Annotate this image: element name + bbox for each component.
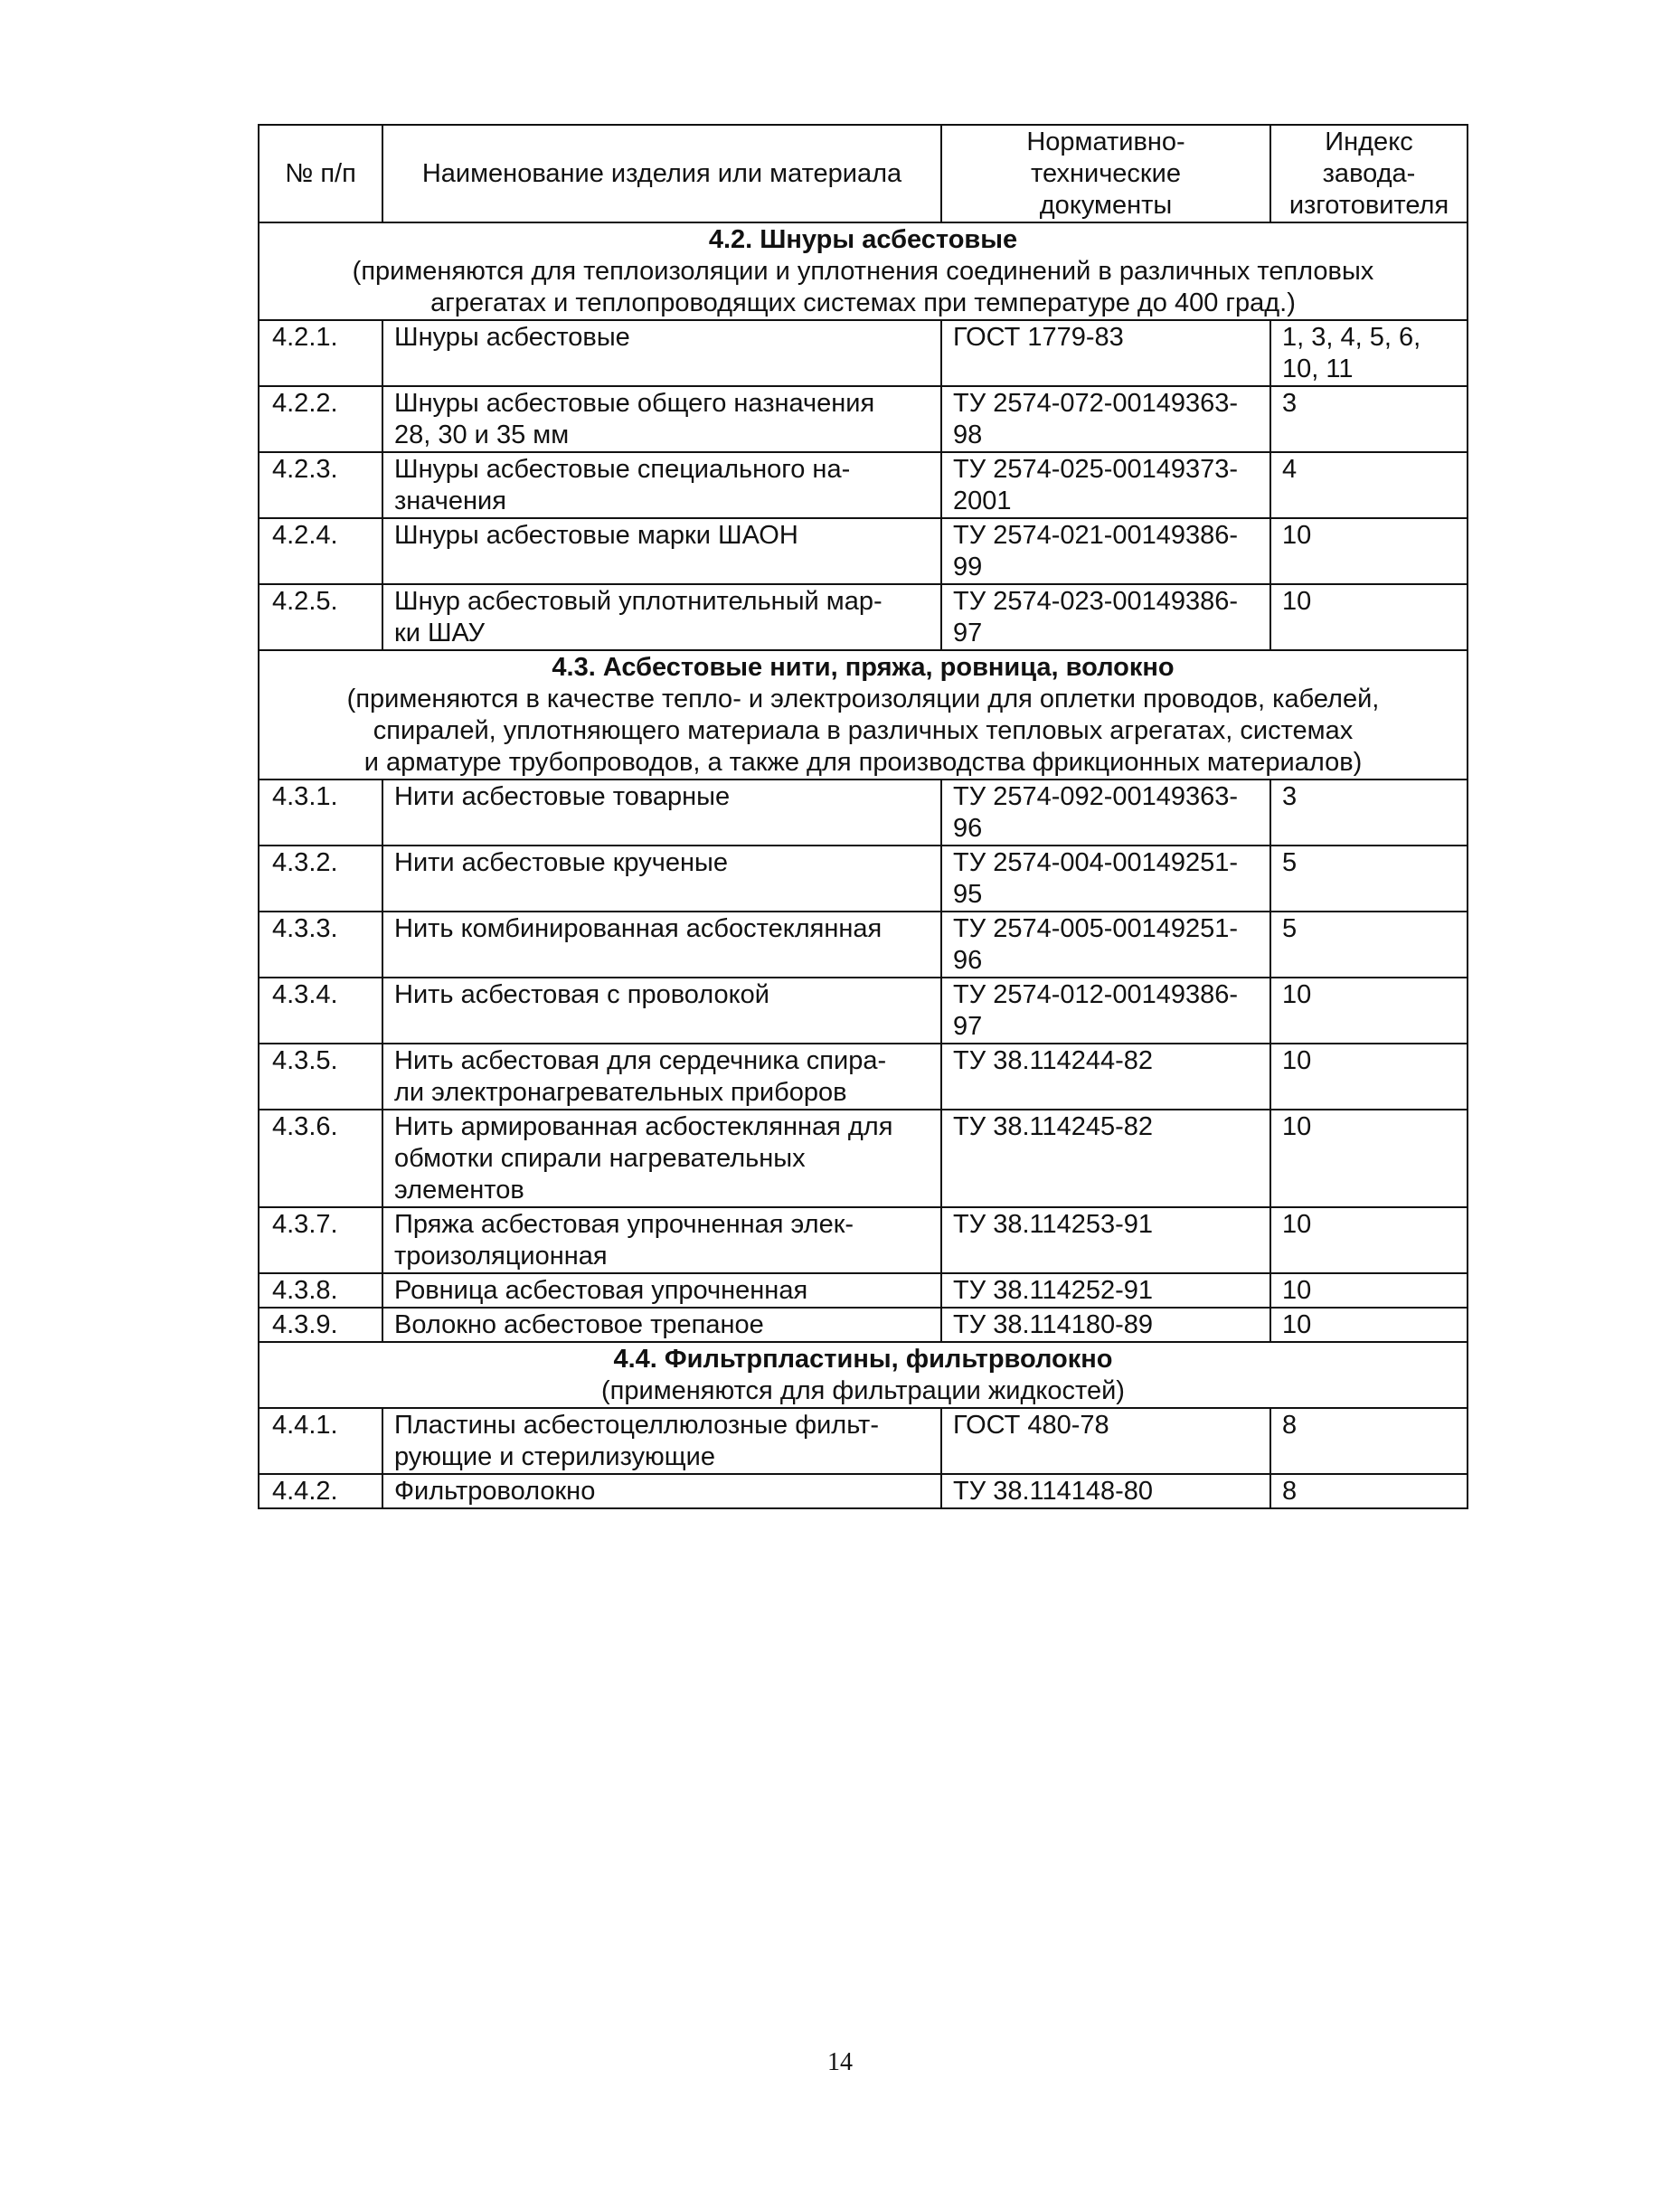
cell-index: 10 — [1270, 1207, 1468, 1273]
cell-name: Шнур асбестовый уплотнительный мар- ки ШАУ — [382, 584, 941, 650]
cell-doc: ТУ 38.114244-82 — [941, 1044, 1270, 1110]
section-title: 4.2. Шнуры асбестовые — [708, 225, 1018, 254]
cell-doc: ТУ 38.114253-91 — [941, 1207, 1270, 1273]
section-cell — [259, 222, 1468, 320]
materials-table — [258, 124, 1468, 1509]
section-note: (применяются для теплоизоляции и уплотнения соединений в различных тепловых агрегатах и теплопроводящих системах при температуре до 400 град.) — [352, 257, 1374, 317]
table-row — [259, 1308, 1468, 1342]
cell-number: 4.3.9. — [259, 1308, 382, 1342]
cell-index: 10 — [1270, 1044, 1468, 1110]
cell-number: 4.2.1. — [259, 320, 382, 386]
cell-name: Шнуры асбестовые специального на- значения — [382, 452, 941, 518]
cell-number: 4.2.2. — [259, 386, 382, 452]
cell-number: 4.3.6. — [259, 1110, 382, 1207]
cell-name: Ровница асбестовая упрочненная — [382, 1273, 941, 1308]
cell-index: 10 — [1270, 1308, 1468, 1342]
cell-number: 4.3.5. — [259, 1044, 382, 1110]
table-row — [259, 584, 1468, 650]
table-row — [259, 912, 1468, 978]
cell-doc: ТУ 2574-072-00149363- 98 — [941, 386, 1270, 452]
cell-name: Нить комбинированная асбостеклянная — [382, 912, 941, 978]
cell-doc: ТУ 38.114148-80 — [941, 1474, 1270, 1508]
cell-number: 4.3.3. — [259, 912, 382, 978]
cell-doc: ТУ 2574-025-00149373- 2001 — [941, 452, 1270, 518]
cell-name: Нити асбестовые крученые — [382, 846, 941, 912]
cell-index: 3 — [1270, 780, 1468, 846]
cell-name: Фильтроволокно — [382, 1474, 941, 1508]
cell-index: 1, 3, 4, 5, 6, 10, 11 — [1270, 320, 1468, 386]
table-row — [259, 846, 1468, 912]
cell-name: Нить армированная асбостеклянная для обмотки спирали нагревательных элементов — [382, 1110, 941, 1207]
header-row — [259, 125, 1468, 222]
table-row — [259, 452, 1468, 518]
header-name: Наименование изделия или материала — [382, 125, 941, 222]
cell-index: 10 — [1270, 978, 1468, 1044]
cell-name: Шнуры асбестовые марки ШАОН — [382, 518, 941, 584]
cell-number: 4.3.8. — [259, 1273, 382, 1308]
section-row — [259, 1342, 1468, 1408]
page-number: 14 — [827, 2048, 853, 2076]
cell-number: 4.3.7. — [259, 1207, 382, 1273]
cell-doc: ГОСТ 480-78 — [941, 1408, 1270, 1474]
table-row — [259, 1474, 1468, 1508]
cell-name: Нить асбестовая для сердечника спира- ли электронагревательных приборов — [382, 1044, 941, 1110]
cell-doc: ТУ 2574-021-00149386- 99 — [941, 518, 1270, 584]
table-row — [259, 320, 1468, 386]
table-header — [259, 125, 1468, 222]
cell-doc: ТУ 2574-004-00149251- 95 — [941, 846, 1270, 912]
table-row — [259, 978, 1468, 1044]
table-row — [259, 1110, 1468, 1207]
cell-name: Пластины асбестоцеллюлозные фильт- рующие и стерилизующие — [382, 1408, 941, 1474]
cell-doc: ТУ 38.114252-91 — [941, 1273, 1270, 1308]
cell-index: 4 — [1270, 452, 1468, 518]
cell-name: Нить асбестовая с проволокой — [382, 978, 941, 1044]
section-cell — [259, 650, 1468, 780]
cell-number: 4.3.2. — [259, 846, 382, 912]
cell-doc: ТУ 2574-023-00149386- 97 — [941, 584, 1270, 650]
section-note: (применяются в качестве тепло- и электроизоляции для оплетки проводов, кабелей, спиралей, уплотняющего материала в различных тепловых агрегатах, системах и арматуре трубопроводов, а также для производства фрикционных материалов) — [346, 685, 1380, 777]
header-number: № п/п — [259, 125, 382, 222]
cell-index: 10 — [1270, 584, 1468, 650]
table-row — [259, 386, 1468, 452]
table-row — [259, 1273, 1468, 1308]
cell-number: 4.3.1. — [259, 780, 382, 846]
cell-index: 8 — [1270, 1474, 1468, 1508]
cell-number: 4.3.4. — [259, 978, 382, 1044]
cell-number: 4.2.3. — [259, 452, 382, 518]
cell-index: 8 — [1270, 1408, 1468, 1474]
section-row — [259, 650, 1468, 780]
cell-name: Шнуры асбестовые — [382, 320, 941, 386]
section-title: 4.3. Асбестовые нити, пряжа, ровница, волокно — [552, 653, 1175, 682]
header-docs: Нормативно- технические документы — [941, 125, 1270, 222]
section-cell — [259, 1342, 1468, 1408]
cell-name: Нити асбестовые товарные — [382, 780, 941, 846]
cell-doc: ГОСТ 1779-83 — [941, 320, 1270, 386]
cell-doc: ТУ 2574-092-00149363- 96 — [941, 780, 1270, 846]
cell-number: 4.4.2. — [259, 1474, 382, 1508]
section-note: (применяются для фильтрации жидкостей) — [601, 1376, 1125, 1405]
cell-doc: ТУ 38.114180-89 — [941, 1308, 1270, 1342]
cell-name: Волокно асбестовое трепаное — [382, 1308, 941, 1342]
cell-index: 5 — [1270, 846, 1468, 912]
table-row — [259, 518, 1468, 584]
table-row — [259, 1207, 1468, 1273]
cell-index: 10 — [1270, 518, 1468, 584]
cell-index: 10 — [1270, 1273, 1468, 1308]
cell-index: 10 — [1270, 1110, 1468, 1207]
table-body — [259, 222, 1468, 1508]
table-row — [259, 1408, 1468, 1474]
cell-number: 4.2.5. — [259, 584, 382, 650]
cell-index: 5 — [1270, 912, 1468, 978]
section-title: 4.4. Фильтрпластины, фильтрволокно — [613, 1345, 1113, 1374]
cell-index: 3 — [1270, 386, 1468, 452]
cell-name: Пряжа асбестовая упрочненная элек- троизоляционная — [382, 1207, 941, 1273]
table-row — [259, 780, 1468, 846]
cell-doc: ТУ 2574-012-00149386- 97 — [941, 978, 1270, 1044]
header-index: Индекс завода- изготовителя — [1270, 125, 1468, 222]
table-row — [259, 1044, 1468, 1110]
cell-doc: ТУ 38.114245-82 — [941, 1110, 1270, 1207]
cell-name: Шнуры асбестовые общего назначения 28, 30 и 35 мм — [382, 386, 941, 452]
cell-doc: ТУ 2574-005-00149251- 96 — [941, 912, 1270, 978]
section-row — [259, 222, 1468, 320]
cell-number: 4.4.1. — [259, 1408, 382, 1474]
cell-number: 4.2.4. — [259, 518, 382, 584]
